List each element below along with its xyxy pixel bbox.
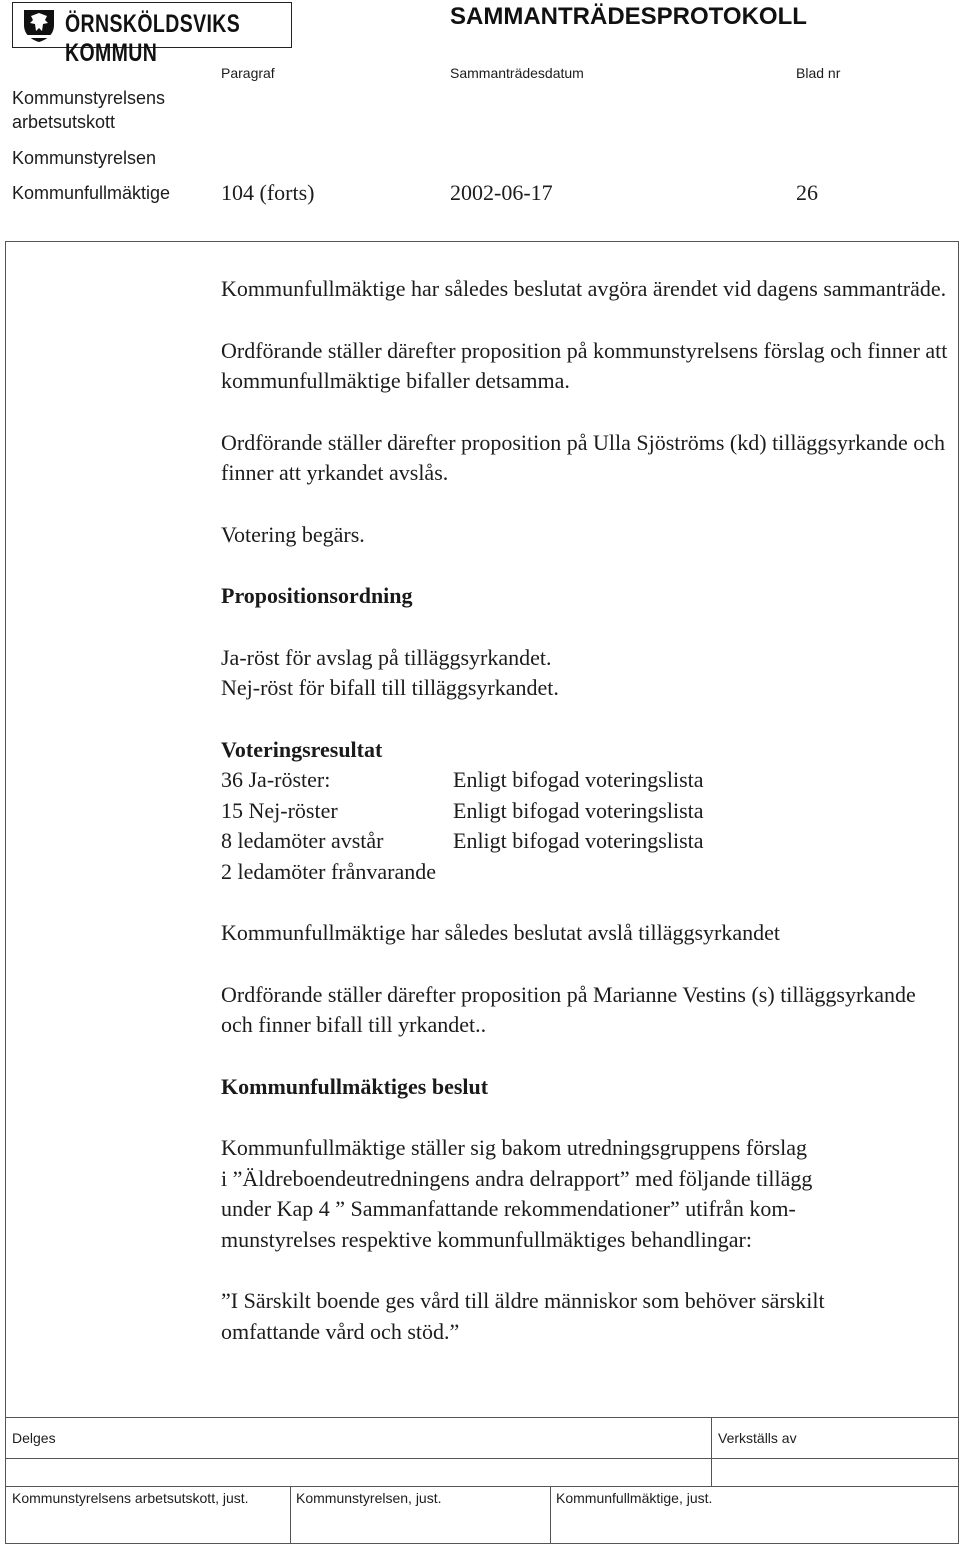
footer-column-divider (290, 1486, 291, 1543)
vote-count: 15 Nej-röster (221, 797, 338, 823)
vote-count: 36 Ja-röster: (221, 767, 331, 792)
heading-voteringsresultat: Voteringsresultat (221, 736, 383, 762)
justering-kf: Kommunfullmäktige, just. (556, 1490, 713, 1506)
quote-line: ”I Särskilt boende ges vård till äldre människor som behöver särskilt (221, 1288, 825, 1313)
vote-row (221, 765, 953, 796)
decision-line: Kommunfullmäktige ställer sig bakom utredningsgruppens förslag (221, 1135, 807, 1160)
coat-of-arms-icon (21, 7, 57, 43)
decision-text (221, 1133, 953, 1255)
quote-line: omfattande vård och stöd.” (221, 1318, 460, 1344)
footer-box (5, 1418, 959, 1544)
vote-row (221, 796, 953, 827)
municipality-logo (12, 2, 292, 67)
vote-count: 2 ledamöter frånvarande (221, 858, 436, 884)
decision-line: i ”Äldreboendeutredningens andra delrapport” med följande tillägg (221, 1165, 813, 1191)
org-line-2: arbetsutskott (12, 112, 116, 132)
protocol-body (221, 274, 953, 1347)
vote-row (221, 826, 953, 857)
paragraf-value: 104 (forts) (221, 180, 315, 205)
paragraph-6: Ordförande ställer därefter proposition på Marianne Vestins (s) tilläggsyrkande och finner bifall till yrkandet.. (221, 981, 916, 1037)
verkstalls-label: Verkställs av (718, 1430, 797, 1446)
blad-value: 26 (796, 180, 818, 205)
col-header-datum: Sammanträdesdatum (450, 65, 584, 81)
decision-line: under Kap 4 ” Sammanfattande rekommendationer” utifrån kom- (221, 1196, 796, 1221)
vote-note: Enligt bifogad voteringslista (453, 767, 704, 792)
nej-rost-text: Nej-röst för bifall till tilläggsyrkandet. (221, 675, 559, 700)
paragraph-2: Ordförande ställer därefter proposition på kommunstyrelsens förslag och finner att kommunfullmäktige bifaller detsamma. (221, 337, 948, 393)
org-line-4: Kommunfullmäktige (12, 183, 171, 203)
vote-count: 8 ledamöter avstår (221, 828, 384, 853)
paragraph-5: Kommunfullmäktige har således beslutat avslå tilläggsyrkandet (221, 920, 781, 945)
footer-divider (6, 1458, 958, 1459)
org-line-1: Kommunstyrelsens (12, 88, 166, 108)
col-header-blad: Blad nr (796, 65, 841, 81)
justering-ksau: Kommunstyrelsens arbetsutskott, just. (12, 1490, 249, 1506)
ja-rost-text: Ja-röst för avslag på tilläggsyrkandet. (221, 644, 552, 670)
justering-ks: Kommunstyrelsen, just. (296, 1490, 442, 1506)
vote-note: Enligt bifogad voteringslista (453, 828, 704, 853)
footer-divider (6, 1486, 958, 1487)
delges-label: Delges (12, 1430, 56, 1446)
vote-note: Enligt bifogad voteringslista (453, 797, 704, 823)
logo-text: ÖRNSKÖLDSVIKS KOMMUN (65, 10, 241, 67)
col-header-paragraf: Paragraf (221, 65, 275, 81)
paragraph-1: Kommunfullmäktige har således beslutat avgöra ärendet vid dagens sammanträde. (221, 276, 947, 301)
paragraph-votering: Votering begärs. (221, 521, 365, 547)
heading-beslut: Kommunfullmäktiges beslut (221, 1073, 489, 1099)
paragraph-3: Ordförande ställer därefter proposition på Ulla Sjöströms (kd) tilläggsyrkande och finner att yrkandet avslås. (221, 429, 945, 485)
footer-column-divider (711, 1418, 712, 1486)
addition-quote (221, 1286, 953, 1347)
decision-line: munstyrelses respektive kommunfullmäktiges behandlingar: (221, 1226, 752, 1252)
org-line-3: Kommunstyrelsen (12, 148, 157, 168)
heading-propositionsordning: Propositionsordning (221, 583, 413, 608)
document-title: SAMMANTRÄDESPROTOKOLL (450, 3, 807, 30)
vote-row (221, 857, 953, 888)
footer-column-divider (550, 1486, 551, 1543)
datum-value: 2002-06-17 (450, 180, 553, 205)
